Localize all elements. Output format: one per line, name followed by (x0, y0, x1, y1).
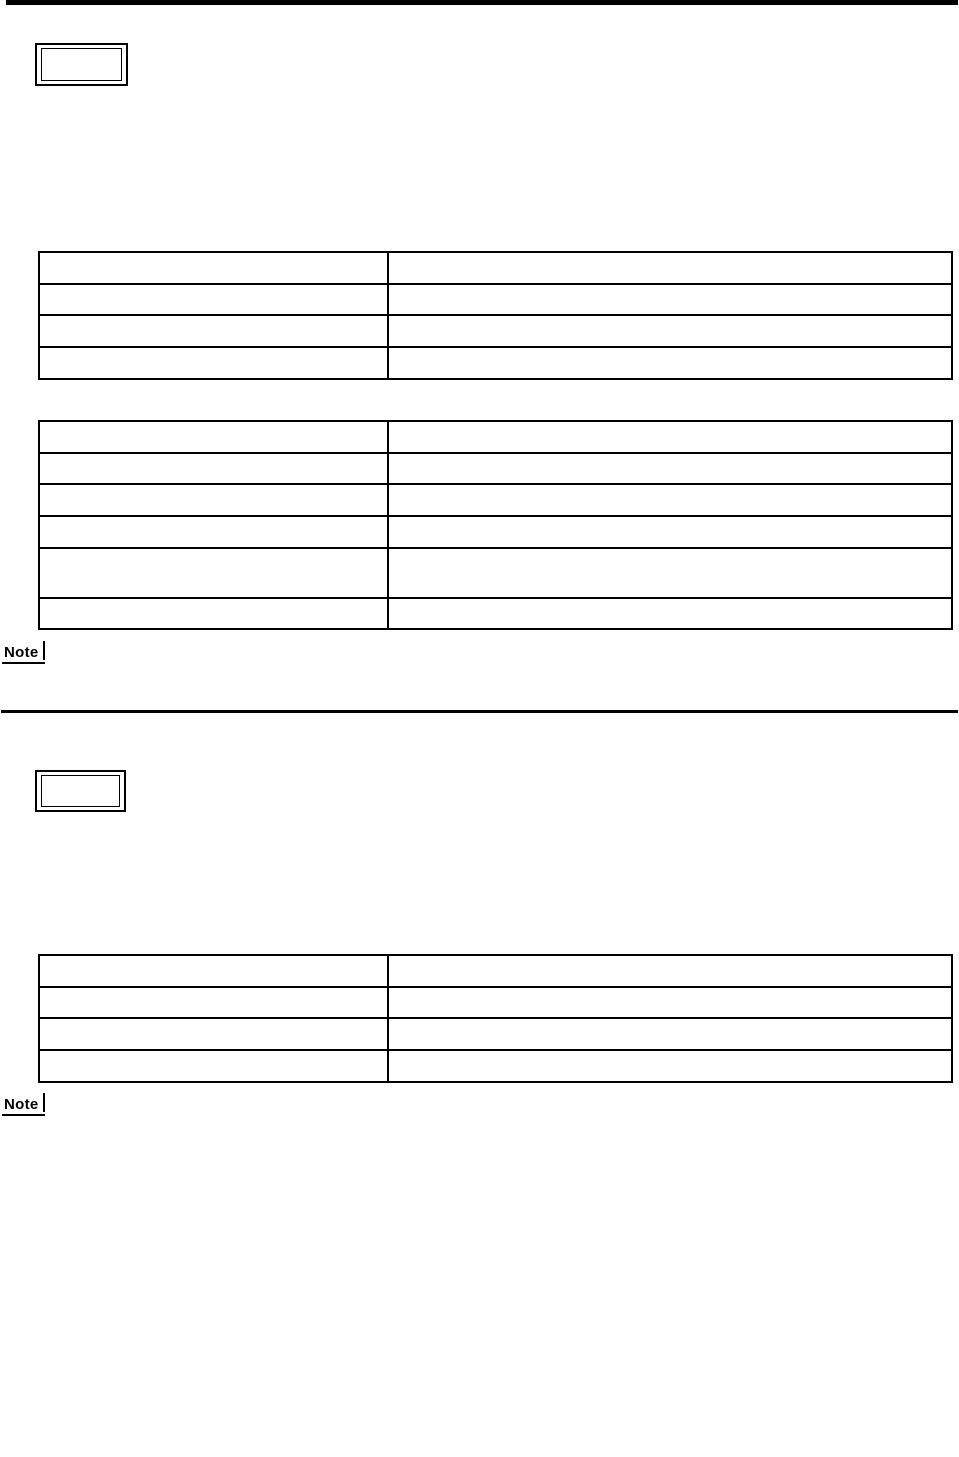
table-row (39, 598, 952, 630)
table-cell (39, 347, 388, 379)
spec-table-3 (38, 954, 953, 1083)
table-cell (388, 955, 952, 987)
table-cell (39, 1050, 388, 1082)
page-top-rule (6, 0, 958, 5)
section1-heading-box-inner (41, 48, 122, 81)
table-cell (39, 598, 388, 630)
table-cell (39, 421, 388, 453)
spec-table-1-body (39, 252, 952, 379)
section-divider-rule (1, 710, 958, 713)
table-cell (39, 252, 388, 284)
note-marker-1 (2, 641, 45, 664)
table-cell (39, 955, 388, 987)
table-cell (39, 548, 388, 598)
table-cell (388, 315, 952, 347)
table-cell (388, 347, 952, 379)
table-cell (39, 1018, 388, 1050)
table-cell (39, 987, 388, 1019)
table-cell (388, 548, 952, 598)
table-cell (388, 1050, 952, 1082)
spec-table-2-body (39, 421, 952, 629)
note-flag-bar-icon (43, 1093, 46, 1112)
table-row (39, 347, 952, 379)
table-row (39, 516, 952, 548)
section1-heading-box (35, 43, 128, 86)
table-cell (39, 453, 388, 485)
table-cell (39, 484, 388, 516)
note-flag-bar-icon (43, 641, 46, 660)
table-row (39, 955, 952, 987)
table-row (39, 987, 952, 1019)
table-cell (388, 453, 952, 485)
table-cell (388, 284, 952, 316)
table-cell (388, 252, 952, 284)
section2-heading-box (35, 770, 126, 812)
table-cell (388, 598, 952, 630)
section2-heading-box-inner (41, 775, 120, 807)
note-marker-2 (2, 1093, 45, 1116)
table-row (39, 484, 952, 516)
table-cell (388, 484, 952, 516)
spec-table-1 (38, 251, 953, 380)
table-row (39, 252, 952, 284)
table-cell (388, 987, 952, 1019)
table-row (39, 453, 952, 485)
spec-table-2 (38, 420, 953, 630)
table-row (39, 548, 952, 598)
table-cell (388, 516, 952, 548)
table-cell (39, 284, 388, 316)
table-cell (39, 516, 388, 548)
note-label: Note (4, 1096, 39, 1113)
table-row (39, 315, 952, 347)
spec-table-3-body (39, 955, 952, 1082)
table-row (39, 1018, 952, 1050)
note-label: Note (4, 644, 39, 661)
table-row (39, 1050, 952, 1082)
table-row (39, 421, 952, 453)
table-row (39, 284, 952, 316)
table-cell (39, 315, 388, 347)
table-cell (388, 1018, 952, 1050)
table-cell (388, 421, 952, 453)
